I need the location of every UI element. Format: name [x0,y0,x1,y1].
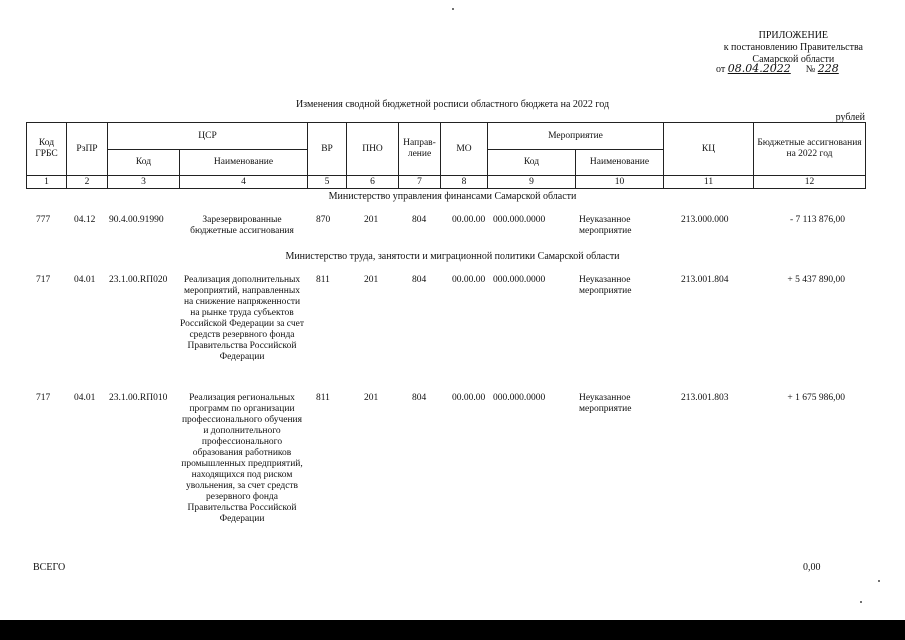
col-number: 1 [27,176,67,189]
currency-unit: рублей [835,112,865,123]
cell-csr-kod: 90.4.00.91990 [109,215,164,225]
cell-pno: 201 [364,275,379,285]
col-number: 2 [67,176,108,189]
cell-kc: 213.000.000 [681,215,729,225]
total-label: ВСЕГО [33,562,66,573]
col-number: 11 [664,176,754,189]
total-value: 0,00 [803,562,821,573]
cell-mo: 00.00.00 [452,393,486,403]
appendix-header [724,30,863,66]
number-prefix: № [805,64,816,75]
col-header-csr: ЦСР [108,123,308,150]
cell-amount: - 7 113 876,00 [789,215,845,225]
col-header-csr-kod: Код [108,150,180,176]
col-number: 3 [108,176,180,189]
cell-mo: 00.00.00 [452,275,486,285]
cell-direction: 804 [412,275,427,285]
scan-edge-bar [0,620,905,640]
col-header-grbs: Код ГРБС [27,123,67,176]
col-number: 6 [347,176,399,189]
col-number: 10 [576,176,664,189]
cell-rzpr: 04.12 [74,215,96,225]
appendix-title: ПРИЛОЖЕНИЕ [758,30,829,41]
cell-csr-name: Реализация региональных программ по организации профессионального обучения и дополнительного профессионального образования работников промышленных предприятий, находящихся под риском увольнения, за счет средств резервного фонда Правительства Российской Федерации [181,393,303,524]
cell-vr: 811 [316,275,330,285]
col-header-kc: КЦ [664,123,754,176]
cell-pno: 201 [364,215,379,225]
date-prefix: от [716,64,726,75]
col-header-csr-name: Наименование [180,150,308,176]
cell-csr-kod: 23.1.00.RП020 [109,275,168,285]
section-title: Министерство управления финансами Самарской области [328,191,577,202]
budget-table-header [26,122,866,189]
column-number-row [27,176,866,189]
cell-grbs: 777 [36,215,51,225]
cell-csr-kod: 23.1.00.RП010 [109,393,168,403]
col-header-budget: Бюджетные ассигнования на 2022 год [754,123,866,176]
cell-event-kod: 000.000.0000 [493,215,546,225]
cell-kc: 213.001.803 [681,393,729,403]
cell-rzpr: 04.01 [74,275,96,285]
col-header-event-kod: Код [488,150,576,176]
cell-rzpr: 04.01 [74,393,96,403]
col-number: 9 [488,176,576,189]
scan-speck [452,8,454,10]
cell-event-name: Неуказанное мероприятие [579,275,632,296]
cell-csr-name: Зарезервированные бюджетные ассигнования [190,215,294,236]
col-number: 8 [441,176,488,189]
decree-number: 228 [817,62,839,75]
cell-event-kod: 000.000.0000 [493,275,546,285]
document-title: Изменения сводной бюджетной росписи областного бюджета на 2022 год [295,99,610,110]
appendix-decree-line: к постановлению Правительства [723,42,863,53]
cell-event-name: Неуказанное мероприятие [579,393,632,414]
cell-amount: + 5 437 890,00 [787,275,845,285]
cell-csr-name: Реализация дополнительных мероприятий, направленных на снижение напряженности на рынке труда субъектов Российской Федерации за счет средств резервного фонда Правительства Российской Федерации [180,275,304,362]
col-header-event-name: Наименование [576,150,664,176]
appendix-region-line: Самарской области [752,54,835,65]
col-header-mo: МО [441,123,488,176]
decree-date-line [716,62,839,75]
cell-pno: 201 [364,393,379,403]
cell-grbs: 717 [36,393,51,403]
cell-direction: 804 [412,215,427,225]
cell-grbs: 717 [36,275,51,285]
cell-amount: + 1 675 986,00 [787,393,845,403]
col-number: 12 [754,176,866,189]
cell-kc: 213.001.804 [681,275,729,285]
col-header-direction: Направ-ление [399,123,441,176]
cell-vr: 870 [316,215,331,225]
col-number: 4 [180,176,308,189]
decree-date: 08.04.2022 [727,62,791,75]
col-header-pno: ПНО [347,123,399,176]
cell-direction: 804 [412,393,427,403]
col-number: 7 [399,176,441,189]
cell-mo: 00.00.00 [452,215,486,225]
section-title: Министерство труда, занятости и миграционной политики Самарской области [285,251,620,262]
cell-vr: 811 [316,393,330,403]
col-header-rzpr: РзПР [67,123,108,176]
scan-speck [878,580,880,582]
col-header-event: Мероприятие [488,123,664,150]
col-number: 5 [308,176,347,189]
scan-speck [860,601,862,603]
col-header-vr: ВР [308,123,347,176]
cell-event-name: Неуказанное мероприятие [579,215,632,236]
cell-event-kod: 000.000.0000 [493,393,546,403]
